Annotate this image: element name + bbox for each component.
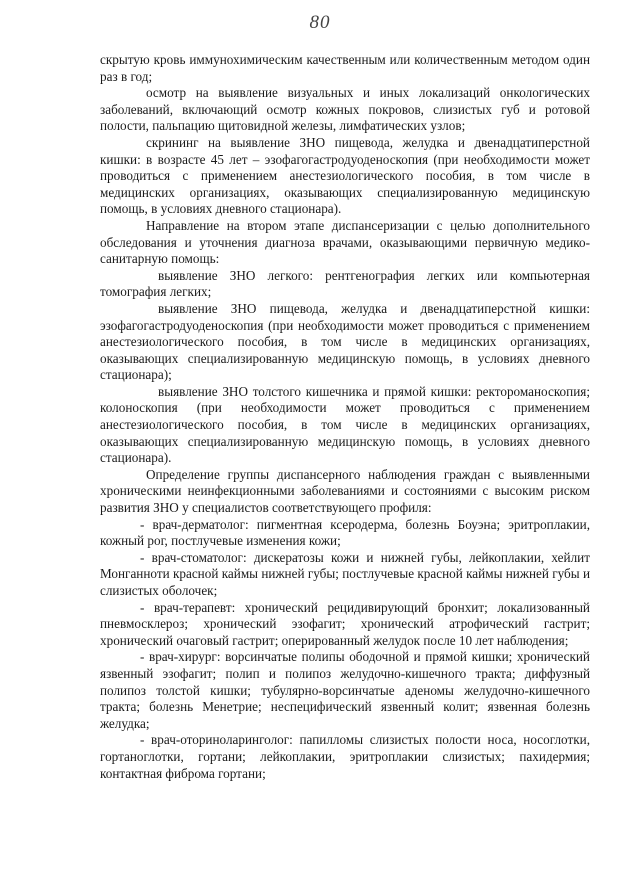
paragraph: выявление ЗНО толстого кишечника и прямой кишки: ректороманоскопия; колоноскопия (при необходимости может проводиться с применением анестезиологического пособия, в том числе в медицинских организациях, оказывающих специализированную медицинскую помощь, в условиях дневного стационара).	[100, 383, 590, 466]
list-item: - врач-хирург: ворсинчатые полипы ободочной и прямой кишки; хронический язвенный эзофагит; полип и полипоз желудочно-кишечного тракта; диффузный полипоз толстой кишки; тубулярно-ворсинчатые аденомы желудочно-кишечного тракта; болезнь Менетрие; неспецифический язвенный колит; язвенная болезнь желудка;	[100, 649, 590, 731]
document-body	[100, 52, 590, 782]
list-item: - врач-терапевт: хронический рецидивирующий бронхит; локализованный пневмосклероз; хронический эзофагит; хронический атрофический гастрит; хронический очаговый гастрит; оперированный желудок после 10 лет наблюдения;	[100, 599, 590, 648]
list-item: - врач-дерматолог: пигментная ксеродерма, болезнь Боуэна; эритроплакии, кожный рог, постлучевые изменения кожи;	[100, 516, 590, 549]
paragraph: скрининг на выявление ЗНО пищевода, желудка и двенадцатиперстной кишки: в возрасте 45 лет – эзофагогастродуоденоскопия (при необходимости может проводиться с применением анестезиологического пособия, в том числе в медицинских организациях, оказывающих специализированную медицинскую помощь, в условиях дневного стационара).	[100, 134, 590, 217]
paragraph: скрытую кровь иммунохимическим качественным или количественным методом один раз в год;	[100, 52, 590, 84]
paragraph: Направление на втором этапе диспансеризации с целью дополнительного обследования и уточнения диагноза врачами, оказывающими первичную медико-санитарную помощь:	[100, 217, 590, 267]
paragraph: выявление ЗНО легкого: рентгенография легких или компьютерная томография легких;	[100, 267, 590, 300]
page-number: 80	[309, 12, 331, 33]
list-item: - врач-оториноларинголог: папилломы слизистых полости носа, носоглотки, гортаноглотки, гортани; лейкоплакии, эритроплакии слизистых; пахидермия; контактная фиброма гортани;	[100, 732, 590, 781]
paragraph: выявление ЗНО пищевода, желудка и двенадцатиперстной кишки: эзофагогастродуоденоскопия (при необходимости может проводиться с применением анестезиологического пособия, в том числе в медицинских организациях, оказывающих специализированную медицинскую помощь, в условиях дневного стационара);	[100, 300, 590, 383]
paragraph: осмотр на выявление визуальных и иных локализаций онкологических заболеваний, включающий осмотр кожных покровов, слизистых губ и ротовой полости, пальпацию щитовидной железы, лимфатических узлов;	[100, 85, 590, 134]
paragraph: Определение группы диспансерного наблюдения граждан с выявленными хроническими неинфекционными заболеваниями и состояниями с высоким риском развития ЗНО у специалистов соответствующего профиля:	[100, 466, 590, 516]
list-item: - врач-стоматолог: дискератозы кожи и нижней губы, лейкоплакии, хейлит Монганноти красной каймы нижней губы; постлучевые красной каймы нижней губы и слизистых оболочек;	[100, 549, 590, 598]
